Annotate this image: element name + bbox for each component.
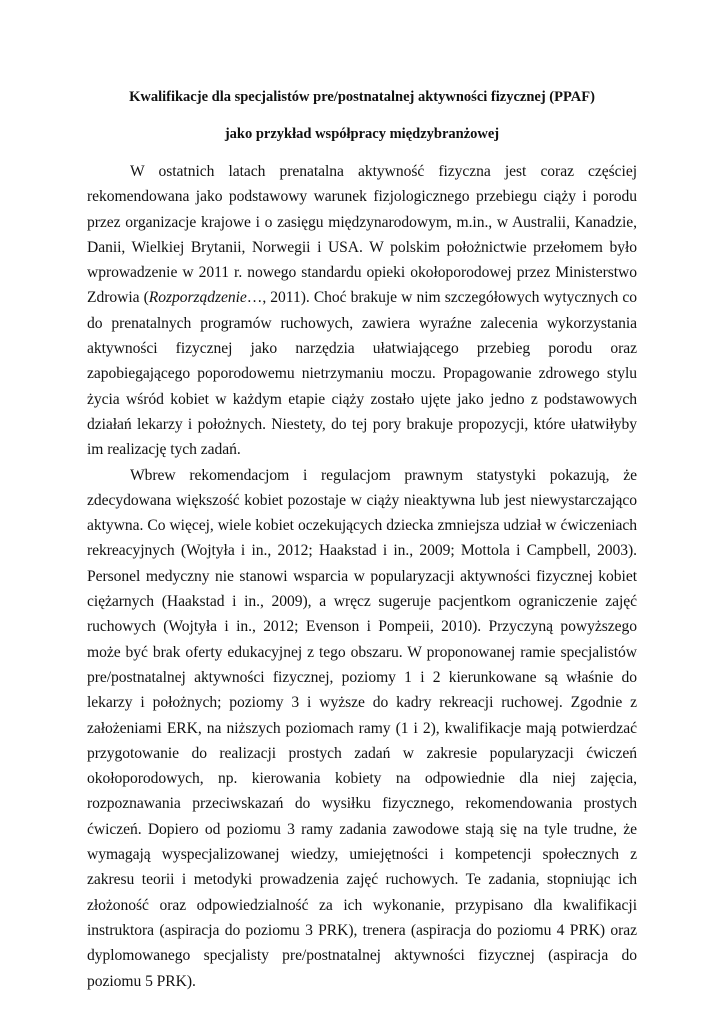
paragraph-1-text-start: W ostatnich latach prenatalna aktywność fizyczna jest coraz częściej rekomendowana jako podstawowy warunek fizjologicznego przebiegu ciąży i porodu przez organizacje krajowe i o zasięgu międzynarodowym, m.in., w Australii, Kanadzie, Danii, Wielkiej Brytanii, Norwegii i USA. W polskim położnictwie przełomem było wprowadzenie w 2011 r. nowego standardu opieki okołoporodowej przez Ministerstwo Zdrowia (	[87, 163, 637, 307]
document-body	[87, 87, 637, 994]
paragraph-1	[87, 159, 637, 463]
document-title: Kwalifikacje dla specjalistów pre/postnatalnej aktywności fizycznej (PPAF)	[129, 89, 595, 105]
paragraph-1-text-end: …, 2011). Choć brakuje w nim szczegółowych wytycznych co do prenatalnych programów ruchowych, zawiera wyraźne zalecenia wykorzystania aktywności fizycznej jako narzędzia ułatwiającego przebieg porodu oraz zapobiegającego poporodowemu nietrzymaniu moczu. Propagowanie zdrowego stylu życia wśród kobiet w każdym etapie ciąży zostało ujęte jako jedno z podstawowych działań lekarzy i położnych. Niestety, do tej pory brakuje propozycji, które ułatwiłyby im realizację tych zadań.	[87, 289, 637, 459]
document-subtitle: jako przykład współpracy międzybranżowej	[224, 126, 500, 142]
paragraph-2: Wbrew rekomendacjom i regulacjom prawnym statystyki pokazują, że zdecydowana większość kobiet pozostaje w ciąży nieaktywna lub jest niewystarczająco aktywna. Co więcej, wiele kobiet oczekujących dziecka zmniejsza udział w ćwiczeniach rekreacyjnych (Wojtyła i in., 2012; Haakstad i in., 2009; Mottola i Campbell, 2003). Personel medyczny nie stanowi wsparcia w popularyzacji aktywności fizycznej kobiet ciężarnych (Haakstad i in., 2009), a wręcz sugeruje pacjentkom ograniczenie zajęć ruchowych (Wojtyła i in., 2012; Evenson i Pompeii, 2010). Przyczyną powyższego może być brak oferty edukacyjnej z tego obszaru. W proponowanej ramie specjalistów pre/postnatalnej aktywności fizycznej, poziomy 1 i 2 kierunkowane są właśnie do lekarzy i położnych; poziomy 3 i wyższe do kadry rekreacji ruchowej. Zgodnie z założeniami ERK, na niższych poziomach ramy (1 i 2), kwalifikacje mają potwierdzać przygotowanie do realizacji prostych zadań w zakresie popularyzacji ćwiczeń okołoporodowych, np. kierowania kobiety na odpowiednie dla niej zajęcia, rozpoznawania przeciwskazań do wysiłku fizycznego, rekomendowania prostych ćwiczeń. Dopiero od poziomu 3 ramy zadania zawodowe stają się na tyle trudne, że wymagają wyspecjalizowanej wiedzy, umiejętności i kompetencji społecznych z zakresu teorii i metodyki prowadzenia zajęć ruchowych. Te zadania, stopniując ich złożoność oraz odpowiedzialność za ich wykonanie, przypisano dla kwalifikacji instruktora (aspiracja do poziomu 3 PRK), trenera (aspiracja do poziomu 4 PRK) oraz dyplomowanego specjalisty pre/postnatalnej aktywności fizycznej (aspiracja do poziomu 5 PRK).	[87, 466, 637, 990]
paragraph-1-italic-citation: Rozporządzenie	[148, 289, 247, 307]
